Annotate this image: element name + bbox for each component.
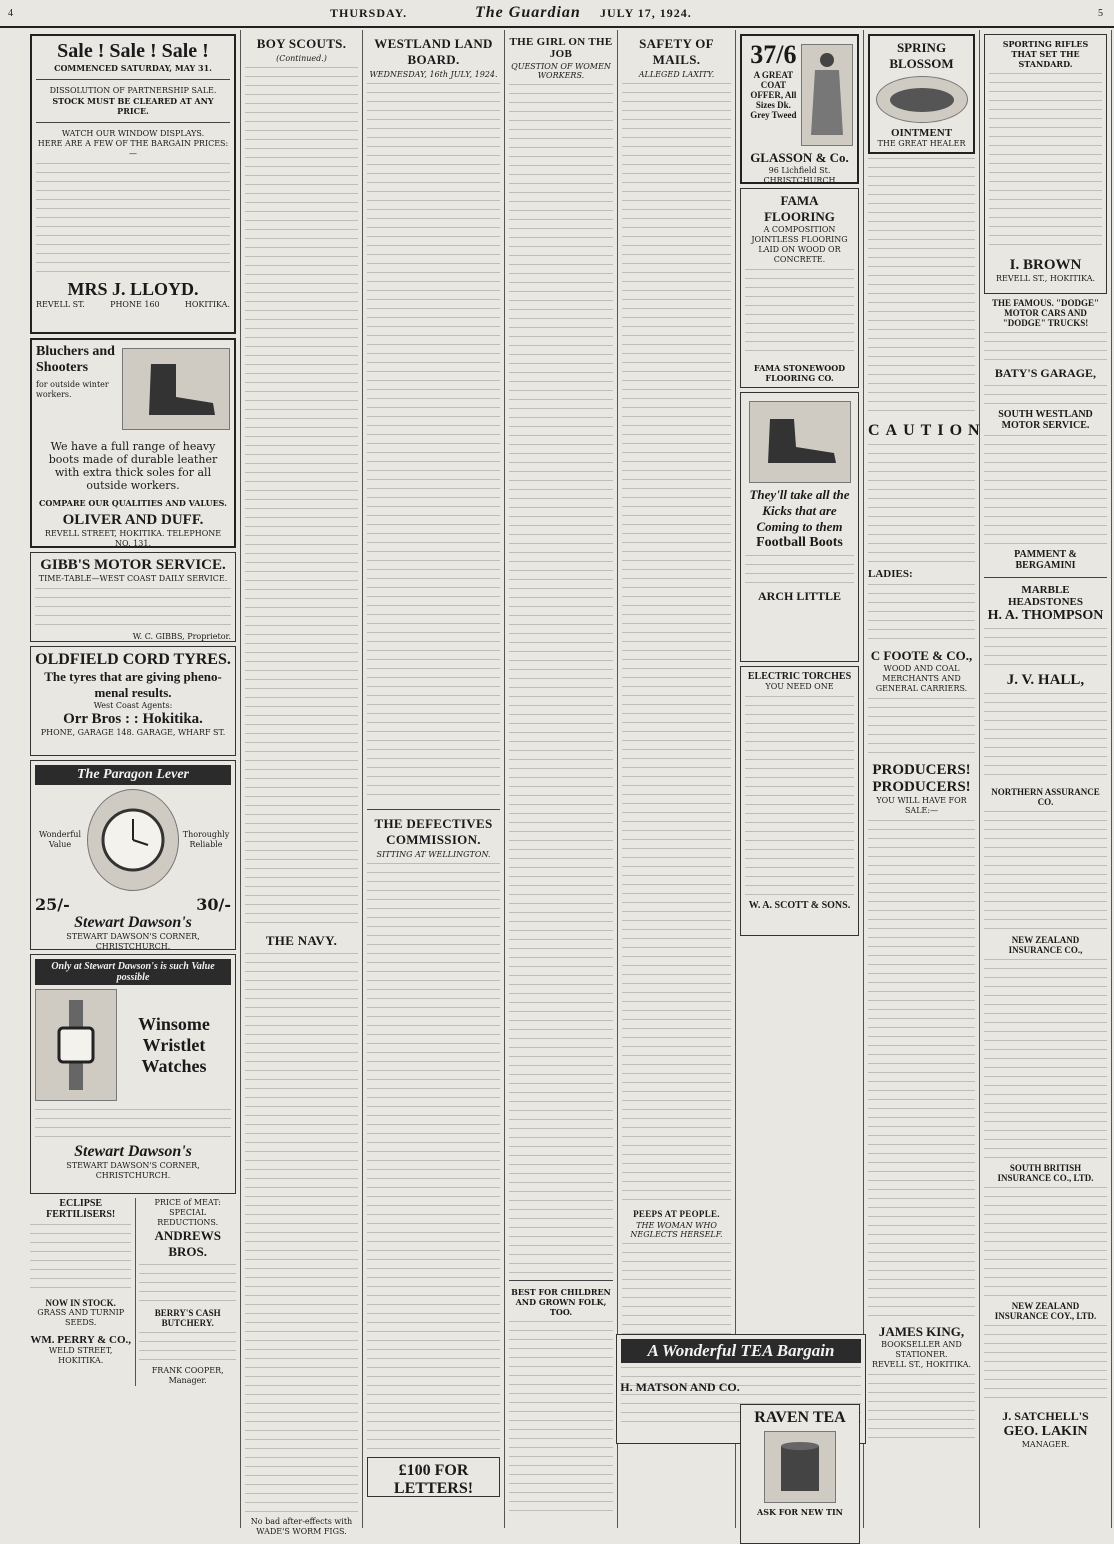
masthead [0, 0, 1114, 28]
stewart-dawson-name: Stewart Dawson's [74, 914, 192, 931]
nz-insurance: NEW ZEALAND INSURANCE CO., [1008, 935, 1083, 955]
perry-address: WELD STREET, HOKITIKA. [48, 1346, 113, 1365]
football-boot-icon [760, 415, 840, 470]
letters-advert [367, 1457, 500, 1497]
price-left: 25/- [35, 895, 70, 914]
wade-worm-figs: No bad after-effects with WADE'S WORM FIGS. [250, 1517, 353, 1536]
oldfield-advert [30, 646, 236, 756]
gibbs-title: GIBB'S MOTOR SERVICE. [40, 557, 226, 573]
now-in-stock: NOW IN STOCK. [45, 1298, 116, 1308]
defectives-heading: THE DEFECTIVES COMMISSION. [374, 816, 493, 847]
fama-subtitle: A COMPOSITION JOINTLESS FLOORING LAID ON WOOD OR CONCRETE. [751, 225, 848, 264]
masthead-date: JULY 17, 1924. [600, 5, 692, 20]
masthead-mark: 4 [8, 7, 14, 19]
coat-offer: A GREAT COAT OFFER, All Sizes Dk. Grey Tweed [750, 70, 797, 120]
spring-blossom-advert [868, 34, 975, 154]
james-king-name: JAMES KING, [878, 1324, 965, 1339]
westland-date: WEDNESDAY, 16th JULY, 1924. [369, 70, 498, 79]
boy-scouts-continued: (Continued.) [276, 54, 327, 63]
sale-advert [30, 34, 236, 334]
boot-image [122, 348, 230, 430]
column-8 [980, 30, 1112, 1528]
girl-on-job-heading: THE GIRL ON THE JOB [509, 36, 613, 60]
gibbs-subtitle: TIME-TABLE—WEST COAST DAILY SERVICE. [38, 574, 228, 583]
dissolution-text: DISSOLUTION OF PARTNERSHIP SALE. [49, 86, 217, 95]
bargain-prices-text: HERE ARE A FEW OF THE BARGAIN PRICES:— [37, 139, 229, 158]
navy-heading: THE NAVY. [265, 933, 338, 948]
ask-new-tin: ASK FOR NEW TIN [757, 1507, 843, 1517]
column-5 [618, 30, 736, 1528]
meat-advert [135, 1198, 236, 1386]
street-text: REVELL ST. [36, 300, 85, 309]
westland-land-board-heading: WESTLAND LAND BOARD. [374, 36, 493, 67]
masthead-page-number: 5 [1098, 7, 1104, 19]
rifles-title: SPORTING RIFLES THAT SET THE STANDARD. [1002, 39, 1089, 69]
great-healer-text: THE GREAT HEALER [877, 139, 966, 148]
oliver-duff-name: OLIVER AND DUFF. [62, 512, 204, 528]
bluchers-advert [30, 338, 236, 548]
letters-title: £100 FOR LETTERS! [393, 1462, 474, 1497]
safety-of-mails-heading: SAFETY OF MAILS. [639, 36, 714, 67]
ointment-tin-icon [887, 85, 957, 115]
oliver-duff-address: REVELL STREET, HOKITIKA. TELEPHONE NO. 131. [44, 529, 222, 548]
orr-phone: PHONE, GARAGE 148. GARAGE, WHARF ST. [40, 728, 226, 737]
football-boots-advert [740, 392, 859, 662]
boots-description: We have a full range of heavy boots made of durable leather with extra thick soles for all outside workers. [48, 440, 218, 492]
eclipse-advert [30, 1198, 131, 1386]
south-westland-heading: SOUTH WESTLAND MOTOR SERVICE. [998, 409, 1093, 431]
ladies-heading: LADIES: [868, 568, 913, 580]
raven-tea-advert [740, 1404, 860, 1544]
masthead-paper-title: The Guardian [475, 4, 581, 21]
peeps-at-people: PEEPS AT PEOPLE. [633, 1209, 720, 1219]
sitting-wellington: SITTING AT WELLINGTON. [376, 850, 491, 859]
phone-text: PHONE 160 [110, 300, 160, 309]
south-british-insurance: SOUTH BRITISH INSURANCE CO., LTD. [997, 1163, 1094, 1183]
pocket-watch-image [87, 789, 179, 891]
best-for-children: BEST FOR CHILDREN AND GROWN FOLK, TOO. [511, 1287, 611, 1317]
special-reductions: SPECIAL REDUCTIONS. [157, 1208, 219, 1227]
dodge-text: THE FAMOUS. "DODGE" MOTOR CARS AND "DODGE" TRUCKS! [991, 298, 1100, 328]
column-3 [363, 30, 505, 1528]
watch-icon [98, 805, 168, 875]
caution-heading: CAUTION [868, 422, 986, 439]
bluchers-title: Bluchers and Shooters [36, 344, 115, 375]
boy-scouts-heading: BOY SCOUTS. [256, 36, 347, 51]
rifles-advert [984, 34, 1107, 294]
agents-text: West Coast Agents: [93, 701, 173, 710]
satchell-name: J. SATCHELL'S [1002, 1409, 1089, 1423]
man-in-coat-icon [807, 50, 847, 140]
advertiser-name: MRS J. LLOYD. [67, 279, 199, 299]
reliable-text: Thoroughly Reliable [182, 830, 230, 849]
stock-clear-text: STOCK MUST BE CLEARED AT ANY PRICE. [52, 96, 214, 116]
football-boots-title: Football Boots [756, 535, 843, 550]
boot-icon [131, 359, 221, 419]
great-coat-advert [740, 34, 859, 184]
stewart-dawson-address-2: STEWART DAWSON'S CORNER, CHRISTCHURCH. [66, 1161, 200, 1180]
column-1 [26, 30, 241, 1528]
grass-seeds: GRASS AND TURNIP SEEDS. [37, 1308, 125, 1327]
price-right: 30/- [196, 895, 231, 914]
wristlet-watch-image [35, 989, 117, 1101]
gibbs-advert [30, 552, 236, 642]
kicks-text: They'll take all the Kicks that are Coming to them [749, 487, 850, 534]
ointment-title: OINTMENT [890, 127, 953, 139]
orr-bros-name: Orr Bros : : Hokitika. [63, 711, 203, 727]
fama-advert [740, 188, 859, 388]
pamment-bergamini: PAMMENT & BERGAMINI [1014, 549, 1077, 571]
football-boot-image [749, 401, 851, 483]
arch-little-name: ARCH LITTLE [757, 589, 842, 603]
james-king-subtitle: BOOKSELLER AND STATIONER. [881, 1340, 962, 1359]
sale-date: COMMENCED SATURDAY, MAY 31. [54, 63, 212, 73]
ointment-tin-image [876, 76, 968, 123]
coat-price: 37/6 [750, 40, 797, 69]
northern-assurance: NORTHERN ASSURANCE CO. [991, 787, 1100, 807]
torches-subtitle: YOU NEED ONE [765, 682, 834, 691]
producers-heading: PRODUCERS! PRODUCERS! [872, 762, 971, 795]
eclipse-title: ECLIPSE FERTILISERS! [46, 1198, 116, 1220]
producers-wants: YOU WILL HAVE FOR SALE:— [876, 796, 967, 815]
advertiser-address-row [36, 300, 230, 309]
frank-cooper: FRANK COOPER, Manager. [151, 1366, 224, 1385]
women-workers-subheading: QUESTION OF WOMEN WORKERS. [511, 62, 611, 80]
lakin-manager: MANAGER. [1021, 1440, 1070, 1449]
torches-title: ELECTRIC TORCHES [747, 671, 852, 682]
wonderful-value: Wonderful Value [39, 830, 81, 849]
fama-company: FAMA STONEWOOD FLOORING CO. [753, 363, 846, 383]
wristlet-advert [30, 954, 236, 1194]
paragon-prices [35, 895, 231, 914]
glasson-address: 96 Lichfield St. [768, 166, 831, 175]
fama-title: FAMA FLOORING [764, 193, 835, 224]
spring-blossom-title: SPRING BLOSSOM [889, 40, 954, 71]
price-of-meat: PRICE of MEAT: [154, 1198, 221, 1207]
masthead-day: THURSDAY. [330, 5, 408, 20]
town-text: HOKITIKA. [184, 300, 230, 309]
perry-name: WM. PERRY & CO., [30, 1334, 132, 1346]
brown-address: REVELL ST., HOKITIKA. [995, 274, 1096, 283]
column-4 [505, 30, 618, 1528]
winsome-title: Winsome Wristlet Watches [138, 1013, 210, 1076]
tea-tin-image [764, 1431, 836, 1503]
foote-name: C FOOTE & CO., [870, 648, 973, 663]
electric-torches-advert [740, 666, 859, 936]
nz-insurance-coy: NEW ZEALAND INSURANCE COY., LTD. [994, 1301, 1097, 1321]
column-2 [241, 30, 363, 1536]
thompson-name: H. A. THOMPSON [987, 608, 1104, 623]
oldfield-title: OLDFIELD CORD TYRES. [35, 651, 231, 668]
watch-windows-text: WATCH OUR WINDOW DISPLAYS. [61, 129, 205, 138]
tyres-text: The tyres that are giving pheno-menal results. [44, 669, 222, 700]
glasson-name: GLASSON & Co. [750, 150, 849, 165]
scott-sons-name: W. A. SCOTT & SONS. [748, 900, 851, 911]
only-at-text: Only at Stewart Dawson's is such Value possible [35, 959, 231, 985]
stewart-dawson-name-2: Stewart Dawson's [74, 1143, 192, 1160]
matson-name: H. MATSON AND CO. [620, 1380, 740, 1394]
james-king-address: REVELL ST., HOKITIKA. [871, 1360, 972, 1369]
sale-title: Sale ! Sale ! Sale ! [57, 40, 209, 62]
woman-neglects: THE WOMAN WHO NEGLECTS HERSELF. [630, 1221, 723, 1239]
bluchers-subtitle: for outside winter workers. [36, 380, 109, 399]
tea-tin-icon [775, 1440, 825, 1495]
hall-name: J. V. HALL, [1006, 672, 1085, 688]
alleged-laxity: ALLEGED LAXITY. [638, 70, 715, 79]
brown-name: I. BROWN [1009, 257, 1082, 273]
stewart-dawson-address: STEWART DAWSON'S CORNER, CHRISTCHURCH. [66, 932, 200, 951]
andrews-bros: ANDREWS BROS. [154, 1228, 221, 1259]
compare-text: COMPARE OUR QUALITIES AND VALUES. [39, 498, 227, 508]
lakin-name: GEO. LAKIN [1003, 1424, 1088, 1439]
marble-headstones: MARBLE HEADSTONES [1008, 584, 1083, 608]
batys-garage: BATY'S GARAGE, [994, 366, 1097, 380]
foote-subtitle: WOOD AND COAL MERCHANTS AND GENERAL CARRIERS. [875, 664, 968, 693]
paragon-title: The Paragon Lever [35, 765, 231, 785]
wristwatch-icon [51, 1000, 101, 1090]
gibbs-sign: W. C. GIBBS, Proprietor. [132, 632, 231, 641]
raven-tea-title: RAVEN TEA [754, 1409, 846, 1426]
berrys-butchery: BERRY'S CASH BUTCHERY. [154, 1308, 221, 1328]
paragon-advert [30, 760, 236, 950]
glasson-city: CHRISTCHURCH [763, 176, 836, 185]
column-7 [864, 30, 986, 1528]
tea-bargain-title: A Wonderful TEA Bargain [621, 1339, 861, 1363]
coat-man-image [801, 44, 853, 146]
